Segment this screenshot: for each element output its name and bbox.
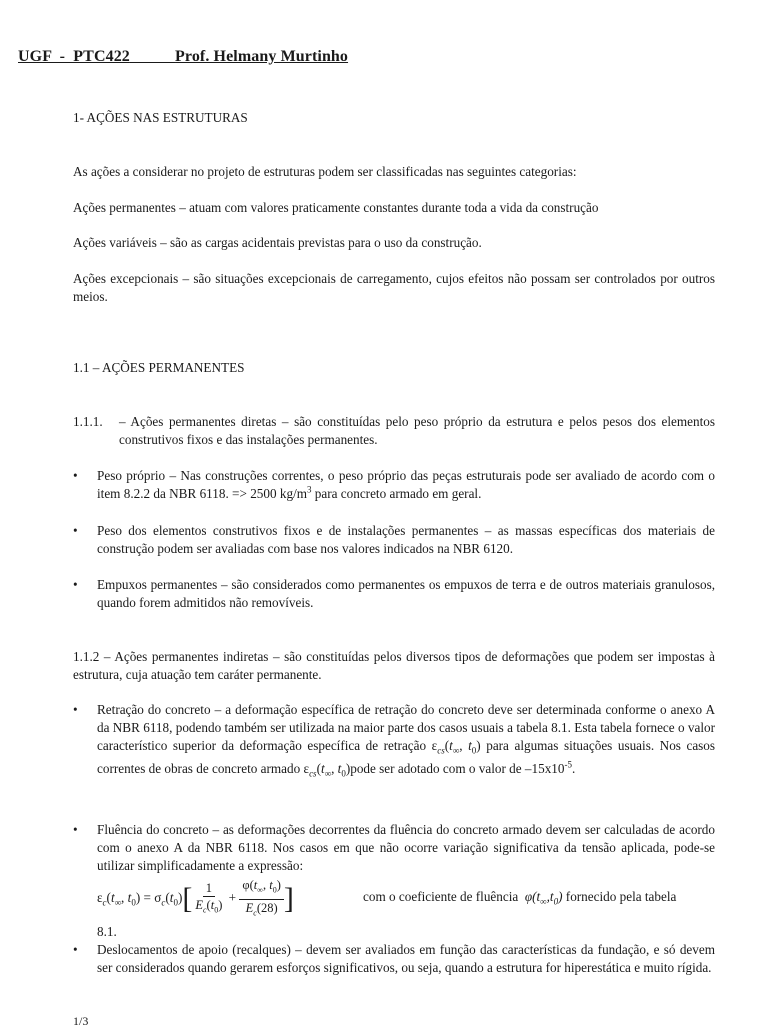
fluencia-formula-row: [97, 875, 715, 921]
page-number: 1/3: [73, 1014, 89, 1028]
section-title-permanentes: 1.1 – AÇÕES PERMANENTES: [73, 360, 245, 375]
acoes-permanentes-paragraph: Ações permanentes – atuam com valores praticamente constantes durante toda a vida da construção: [73, 200, 599, 215]
bullet-marker: •: [73, 523, 78, 538]
indiretas-paragraph: 1.1.2 – Ações permanentes indiretas – são constituídas pelos diversos tipos de deformações que podem ser impostas à estrutura, cuja atuação tem caráter permanente.: [73, 649, 715, 682]
bullet-marker: •: [73, 822, 78, 837]
course-code: UGF - PTC422: [18, 48, 130, 65]
section-title-acoes: 1- AÇÕES NAS ESTRUTURAS: [73, 110, 248, 125]
bullet-marker: •: [73, 577, 78, 592]
bullet-retracao: Retração do concreto – a deformação específica de retração do concreto deve ser determinada conforme o anexo A da NBR 6118, podendo também ser utilizada na maior parte dos casos usuais a tabela 8.1. Esta tabela fornece o valor característico superior da deformação específica de retração $\varepsilon_{cs}(t_\infty$, $t_0$) para algumas situações usuais. Nos casos correntes de obras de concreto armado $\varepsilon_{cs}(t_\infty$, $t_0)pode$ ser adotado com o valor de $-15x10^{-5}$.: [97, 702, 716, 779]
bullet-empuxos: Empuxos permanentes – são considerados como permanentes os empuxos de terra e de outros materiais granulosos, quando forem admitidos não removíveis.: [97, 577, 715, 610]
retracao-symbol-2: $\varepsilon_{cs}(t_\infty$, $t_0$): [303, 760, 351, 779]
fluencia-coef-text: com o coeficiente de fluência $\varphi(t_\infty,t_0)$ fornecido pela tabela: [363, 889, 677, 907]
retracao-symbol: $\varepsilon_{cs}(t_\infty$, $t_0$): [431, 738, 481, 756]
diretas-text: – Ações permanentes diretas – são constituídas pelo peso próprio da estrutura e pelos pesos dos elementos construtivos fixos e das instalações permanentes.: [119, 414, 715, 447]
acoes-variaveis-paragraph: Ações variáveis – são as cargas acidentais previstas para o uso da construção.: [73, 235, 482, 250]
bullet-marker: •: [73, 942, 78, 957]
bullet-marker: •: [73, 468, 78, 483]
professor-name: Prof. Helmany Murtinho: [175, 48, 349, 65]
bullet-marker: •: [73, 702, 78, 717]
fluencia-table-ref: 8.1.: [97, 924, 117, 939]
bullet-peso-proprio: Peso próprio – Nas construções correntes, o peso próprio das peças estruturais pode ser avaliado de acordo com o item 8.2.2 da NBR 6118. => 2500 $kg/m^3$ para concreto armado em geral.: [97, 468, 715, 501]
bullet-elementos-fixos: Peso dos elementos construtivos fixos e de instalações permanentes – as massas específicas dos materiais de construção podem ser avaliadas com base nos valores indicados na NBR 6120.: [97, 523, 715, 556]
phi-symbol: $\varphi(t_\infty,t_0)$: [524, 889, 563, 907]
bullet-fluencia: Fluência do concreto – as deformações decorrentes da fluência do concreto armado devem ser calculadas de acordo com o anexo A da NBR 6118. Nos casos em que não ocorre variação significativa da tensão aplicada, pode-se utilizar simplificadamente a expressão:: [97, 822, 715, 873]
diretas-item: [73, 413, 715, 449]
intro-paragraph: As ações a considerar no projeto de estruturas podem ser classificadas nas seguintes categorias:: [73, 164, 577, 179]
fluencia-formula: $\varepsilon_c(t_\infty$, $t_0) = \sigma_c(t_0)$[ $\frac{1}{E_c(t_0)}$ + $\frac{\varphi(t_\infty, t_0)}{E_c(28)}$ ]: [97, 878, 294, 917]
document-header: [18, 48, 348, 66]
diretas-number: 1.1.1.: [73, 414, 103, 429]
bullet-deslocamentos: Deslocamentos de apoio (recalques) – devem ser avaliados em função das características da fundação, e só devem ser considerados quando gerarem esforços significativos, ou seja, quando a estrutura for hiperestática e muito rígida.: [97, 942, 715, 975]
acoes-excepcionais-paragraph: Ações excepcionais – são situações excepcionais de carregamento, cujos efeitos não possam ser controlados por outros meios.: [73, 271, 715, 304]
